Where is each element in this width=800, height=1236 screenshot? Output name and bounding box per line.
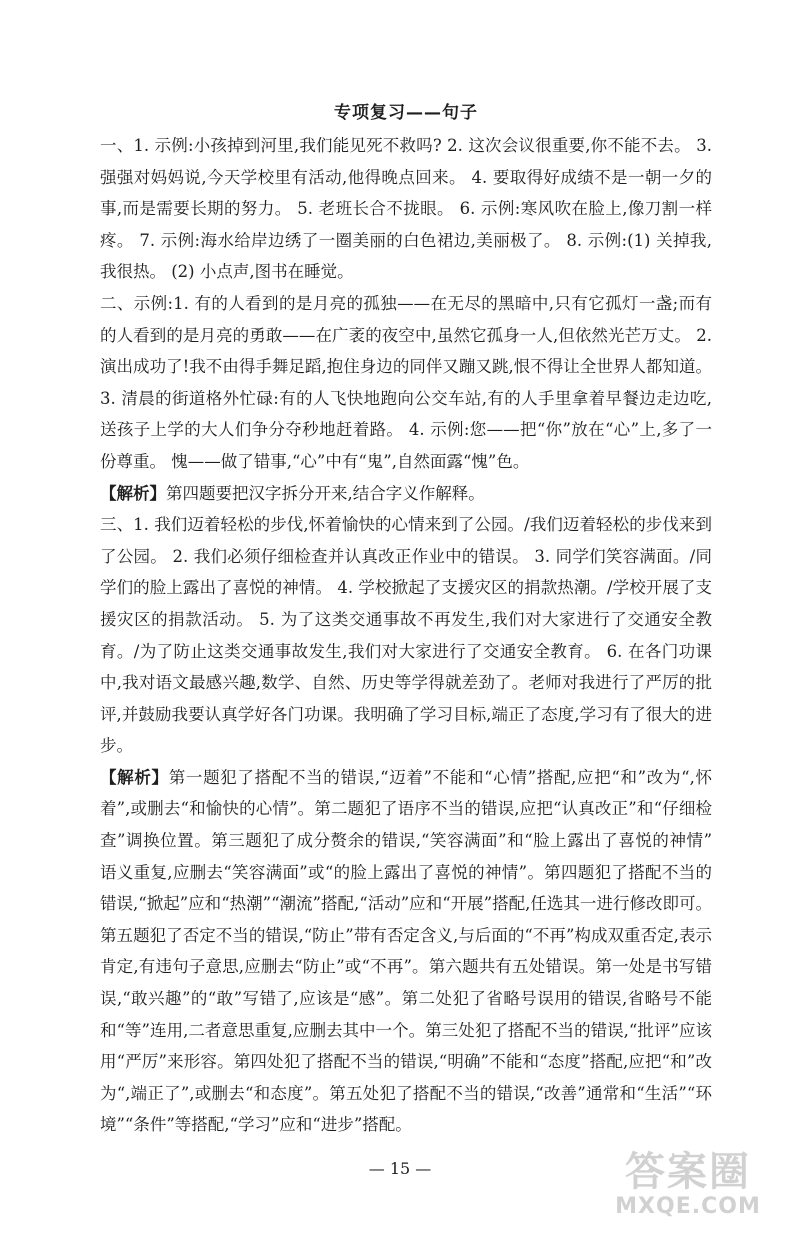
analysis-mark: 【解析】 <box>100 483 166 503</box>
section-three-text: 三、1. 我们迈着轻松的步伐,怀着愉快的心情来到了公园。/我们迈着轻松的步伐来到了公园。 2. 我们必须仔细检查并认真改正作业中的错误。 3. 同学们笑容满面。/同学们的脸上露出了喜悦的神情。 4. 学校掀起了支援灾区的捐款热潮。/学校开展了支援灾区的捐款活动。 5. 为了这类交通事故不再发生,我们对大家进行了交通安全教育。/为了防止这类交通事故发生,我们对大家进行了交通安全教育。 6. 在各门功课中,我对语文最感兴趣,数学、自然、历史等学得就差劲了。老师对我进行了严厉的批评,并鼓励我要认真学好各门功课。我明确了学习目标,端正了态度,学习有了很大的进步。 <box>100 515 712 756</box>
analysis-mark: 【解析】 <box>100 767 169 787</box>
section-one-text: 一、1. 示例:小孩掉到河里,我们能见死不救吗? 2. 这次会议很重要,你不能不去。 3. 强强对妈妈说,今天学校里有活动,他得晚点回来。 4. 要取得好成绩不是一朝一夕的事,而是需要长期的努力。 5. 老班长合不拢眼。 6. 示例:寒风吹在脸上,像刀割一样疼。 7. 示例:海水给岸边绣了一圈美丽的白色裙边,美丽极了。 8. 示例:(1) 关掉我,我很热。 (2) 小点声,图书在睡觉。 <box>100 136 712 282</box>
page-title: 专项复习——句子 <box>334 103 478 123</box>
answer-page <box>100 100 712 1141</box>
section-three-analysis <box>100 762 712 1141</box>
section-one-answers <box>100 130 712 288</box>
site-watermark-logo <box>588 1150 788 1230</box>
section-two-text: 二、示例:1. 有的人看到的是月亮的孤独——在无尽的黑暗中,只有它孤灯一盏;而有的人看到的是月亮的勇敢——在广袤的夜空中,虽然它孤身一人,但依然光芒万丈。 2. 演出成功了!我不由得手舞足蹈,抱住身边的同伴又蹦又跳,恨不得让全世界人都知道。 3. 清晨的街道格外忙碌:有的人飞快地跑向公交车站,有的人手里拿着早餐边走边吃,送孩子上学的大人们争分夺秒地赶着路。 4. 示例:您——把“你”放在“心”上,多了一份尊重。 愧——做了错事,“心”中有“鬼”,自然面露“愧”色。 <box>100 293 712 471</box>
section-two-analysis-text: 第四题要把汉字拆分开来,结合字义作解释。 <box>166 483 485 503</box>
section-three-analysis-text: 第一题犯了搭配不当的错误,“迈着”不能和“心情”搭配,应把“和”改为“,怀着”,或删去“和愉快的心情”。第二题犯了语序不当的错误,应把“认真改正”和“仔细检查”调换位置。第三题犯了成分赘余的错误,“笑容满面”和“脸上露出了喜悦的神情” 语义重复,应删去“笑容满面”或“的脸上露出了喜悦的神情”。第四题犯了搭配不当的错误,“掀起”应和“热潮”“潮流”搭配,“活动”应和“开展”搭配,任选其一进行修改即可。第五题犯了否定不当的错误,“防止”带有否定含义,与后面的“不再”构成双重否定,表示肯定,有违句子意思,应删去“防止”或“不再”。第六题共有五处错误。第一处是书写错误,“敢兴趣”的“敢”写错了,应该是“感”。第二处犯了省略号误用的错误,省略号不能和“等”连用,二者意思重复,应删去其中一个。第三处犯了搭配不当的错误,“批评”应该用“严厉”来形容。第四处犯了搭配不当的错误,“明确”不能和“态度”搭配,应把“和”改为“,端正了”,或删去“和态度”。第五处犯了搭配不当的错误,“改善”通常和“生活”“环境”“条件”等搭配,“学习”应和“进步”搭配。 <box>100 767 712 1135</box>
section-three-answers <box>100 509 712 762</box>
section-two-answers <box>100 288 712 478</box>
page-number: — 15 — <box>368 1159 432 1178</box>
watermark-top-text: 答案圈 <box>625 1149 751 1195</box>
section-two-analysis <box>100 478 712 510</box>
watermark-bottom-text: MXQE.COM <box>615 1194 761 1219</box>
